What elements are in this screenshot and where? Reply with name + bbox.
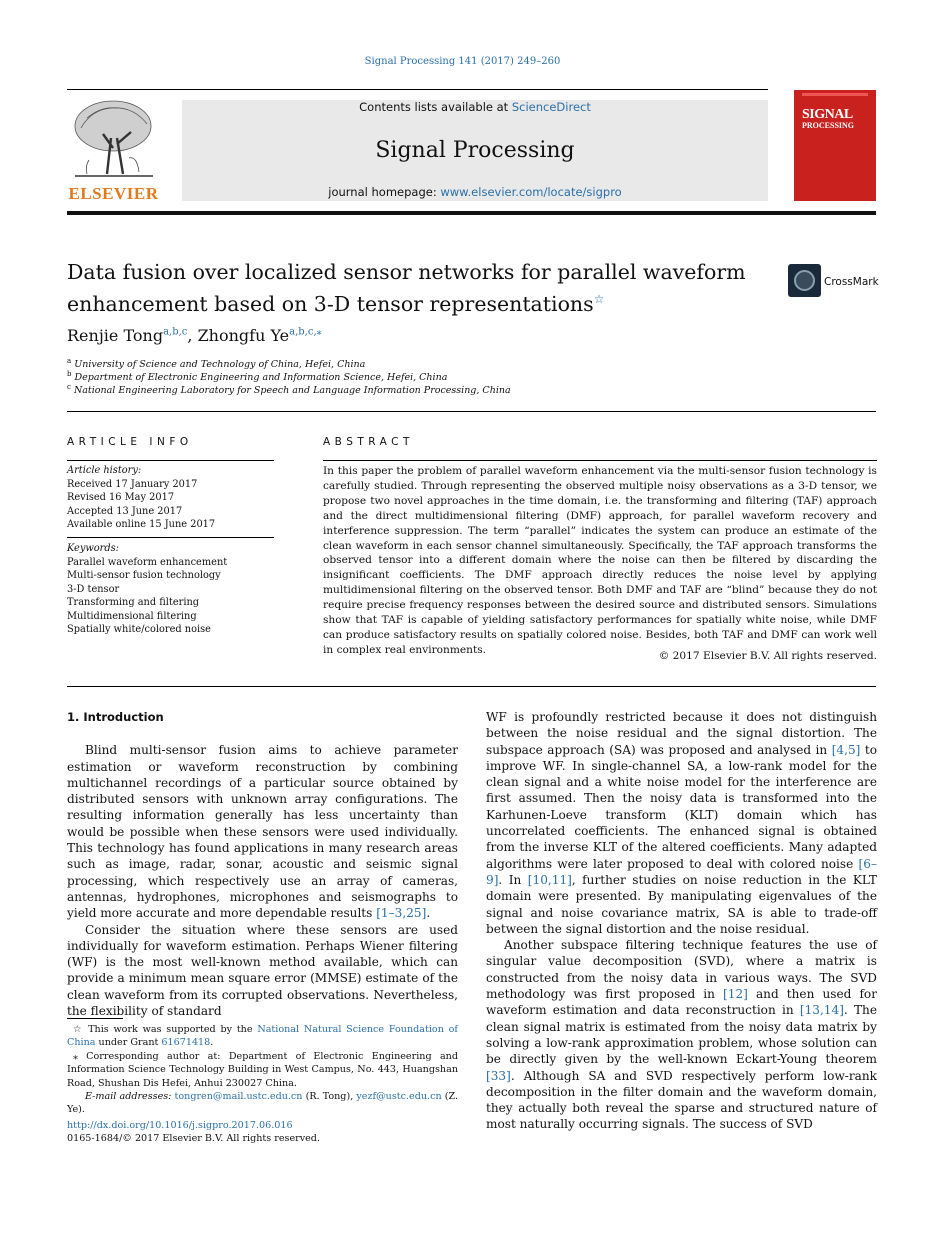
article-title: [67, 259, 767, 318]
keyword: Spatially white/colored noise: [67, 624, 211, 635]
issn-line: 0165-1684/© 2017 Elsevier B.V. All rights reserved.: [67, 1133, 320, 1145]
body-left-column: [67, 709, 458, 1019]
journal-name: Signal Processing: [375, 138, 575, 163]
keyword: 3-D tensor: [67, 583, 120, 595]
email-link[interactable]: tongren@mail.ustc.edu.cn: [174, 1091, 303, 1103]
paragraph: WF is profoundly restricted because it does not distinguish between the noise residual and the signal distortion. The subspace approach (SA) was proposed and analysed in [4,5] to improve WF. In single-channel SA, a low-rank model for the clean signal and a white noise model for the interference are first assumed. Then the noisy data is transformed into the Karhunen-Loeve transform (KLT) domain which has uncorrelated coefficients. The enhanced signal is obtained from the inverse KLT of the altered coefficients. Many adapted algorithms were later proposed to deal with colored noise [6–9]. In [10,11], further studies on noise reduction in the KLT domain were presented. By manipulating eigenvalues of the signal and noise covariance matrix, SA is able to trade-off between the signal distortion and the noise residual.: [486, 710, 877, 936]
author-2-affil[interactable]: a,b,c,⁎: [289, 326, 322, 338]
title-footnote-mark[interactable]: ☆: [593, 292, 605, 306]
homepage-prefix: journal homepage:: [328, 185, 441, 199]
elsevier-tree-icon: [67, 98, 160, 182]
cover-title-2: PROCESSING: [802, 121, 855, 130]
citation-link[interactable]: [12]: [723, 987, 748, 1002]
body-right-column: [486, 709, 877, 1133]
abstract-rule: [323, 460, 877, 461]
journal-banner: [182, 100, 768, 201]
contents-prefix: Contents lists available at: [359, 100, 512, 114]
paragraph: Another subspace filtering technique features the use of singular value decomposition (SVD), where a matrix is constructed from the noisy data in various ways. The SVD methodology was first proposed in [12] and then used for waveform estimation and data reconstruction in [13,14]. The clean signal matrix is estimated from the noisy data matrix by solving a low-rank approximation problem, whose solution can be directly given by the well-known Eckart-Young theorem [33]. Although SA and SVD respectively perform low-rank decomposition in the filter domain and the waveform domain, they actually both reveal the sparse and structured nature of most naturally occurring signals. The success of SVD: [486, 938, 877, 1132]
article-info-heading: ARTICLE INFO: [67, 436, 193, 448]
body-rule: [67, 686, 876, 687]
cover-stripe: [802, 93, 868, 96]
accepted-date: Accepted 13 June 2017: [67, 505, 183, 517]
citation-link[interactable]: [10,11]: [527, 872, 572, 887]
affiliation-a: $^a$ University of Science and Technology of China, Hefei, China: [67, 357, 366, 371]
cover-title-1: SIGNAL: [802, 107, 853, 122]
elsevier-wordmark: ELSEVIER: [68, 184, 159, 203]
email-link[interactable]: yezf@ustc.edu.cn: [356, 1091, 442, 1103]
elsevier-logo[interactable]: [67, 98, 160, 202]
contents-line: [182, 100, 768, 114]
header-thick-rule: [67, 211, 876, 215]
citation-link[interactable]: [4,5]: [831, 742, 861, 757]
keyword: Multidimensional filtering: [67, 610, 197, 622]
grant-link[interactable]: 61671418: [161, 1037, 211, 1049]
history-label: Article history:: [67, 465, 142, 476]
keyword: Transforming and filtering: [67, 597, 200, 608]
section-heading: 1. Introduction: [67, 710, 164, 724]
footnote-rule: [67, 1018, 123, 1019]
header-rule: [67, 89, 768, 90]
homepage-line: [182, 185, 768, 199]
crossmark-icon[interactable]: [788, 264, 821, 297]
keyword: Parallel waveform enhancement: [67, 556, 228, 568]
title-line-2: enhancement based on 3-D tensor representations: [67, 291, 594, 316]
doi-block: [67, 1119, 320, 1146]
keywords-rule: [67, 537, 274, 538]
funding-footnote: ☆ This work was supported by the National Natural Science Foundation of China under Grant 61671418.: [67, 1024, 458, 1049]
revised-date: Revised 16 May 2017: [67, 492, 175, 503]
received-date: Received 17 January 2017: [67, 478, 198, 490]
citation-link[interactable]: [1–3,25]: [376, 906, 427, 921]
paragraph: Consider the situation where these sensors are used individually for waveform estimation. Perhaps Wiener filtering (WF) is the most well-known method available, which can provide a minimum mean square error (MMSE) estimate of the clean waveform from its corrupted observations. Nevertheless, the flexibility of standard: [67, 922, 458, 1019]
corresponding-footnote: ⁎ Corresponding author at: Department of Electronic Engineering and Information Science Technology Building in West Campus, No. 443, Huangshan Road, Shushan Dis Hefei, Anhui 230027 China.: [67, 1050, 458, 1089]
email-footnote: E-mail addresses: tongren@mail.ustc.edu.cn (R. Tong), yezf@ustc.edu.cn (Z. Ye).: [67, 1091, 459, 1116]
journal-reference[interactable]: Signal Processing 141 (2017) 249–260: [364, 56, 561, 67]
author-1: Renjie Tong: [67, 326, 164, 345]
keyword: Multi-sensor fusion technology: [67, 570, 221, 581]
funder-link[interactable]: National Natural Science Foundation of China: [67, 1024, 458, 1049]
title-line-1: Data fusion over localized sensor networks for parallel waveform: [67, 260, 746, 284]
abstract-text: In this paper the problem of parallel waveform enhancement via the multi-sensor fusion technology is carefully studied. Through representing the observed multiple noisy observations as a 3-D tensor, we propose two novel approaches in the time domain, i.e. the transforming and filtering (TAF) approach and the direct multidimensional filtering (DMF) approach, for parallel waveform recovery and interference suppression. The term “parallel” indicates the system can produce an estimate of the clean waveform in each sensor channel simultaneously. Specifically, the TAF approach transforms the observed tensor into a different domain where the noise can then be filtered by discarding the insignificant coefficients. The DMF approach directly reduces the noise level by applying multidimensional filtering on the observed tensor. Both DMF and TAF are “blind” because they do not require precise frequency responses between the desired source and distributed sensors. Simulations show that TAF is capable of yielding satisfactory performances for spatially white noise, while DMF can produce satisfactory results on spatially colored noise. Besides, both TAF and DMF can work well in complex real environments.: [323, 465, 877, 656]
authors: [67, 326, 322, 345]
keywords-label: Keywords:: [67, 543, 119, 554]
footnotes: [67, 1023, 458, 1117]
keywords: [67, 542, 274, 637]
citation-link[interactable]: [33]: [486, 1068, 511, 1083]
author-separator: ,: [187, 326, 198, 345]
citation-link[interactable]: [6–9]: [486, 856, 877, 887]
journal-cover-thumbnail[interactable]: [794, 90, 876, 201]
sciencedirect-link[interactable]: ScienceDirect: [511, 100, 591, 114]
citation-link[interactable]: [13,14]: [799, 1003, 844, 1018]
crossmark-label[interactable]: CrossMark: [824, 276, 879, 288]
abstract-copyright: © 2017 Elsevier B.V. All rights reserved.: [658, 650, 877, 662]
author-1-affil[interactable]: a,b,c: [163, 326, 188, 338]
paragraph: Blind multi-sensor fusion aims to achieve parameter estimation or waveform reconstruction by combining multichannel recordings of a particular source obtained by distributed sensors with unknown array configurations. The resulting information generally has less uncertainty than would be possible when these sensors were used individually. This technology has found applications in many research areas such as image, radar, sonar, acoustic and seismic signal processing, which respectively use an array of cameras, antennas, hydrophones, microphones and seismographs to yield more accurate and more dependable results [1–3,25].: [67, 743, 458, 921]
doi-link[interactable]: http://dx.doi.org/10.1016/j.sigpro.2017.06.016: [67, 1120, 293, 1131]
affiliation-c: $^c$ National Engineering Laboratory for Speech and Language Information Processing, China: [67, 383, 511, 397]
affiliation-b: $^b$ Department of Electronic Engineering and Information Science, Hefei, China: [67, 370, 448, 384]
article-info-rule: [67, 460, 274, 461]
article-history: [67, 464, 274, 532]
author-2: Zhongfu Ye: [197, 326, 290, 345]
homepage-link[interactable]: www.elsevier.com/locate/sigpro: [440, 185, 622, 199]
title-rule: [67, 411, 876, 412]
abstract-heading: ABSTRACT: [323, 436, 414, 448]
online-date: Available online 15 June 2017: [67, 519, 216, 530]
